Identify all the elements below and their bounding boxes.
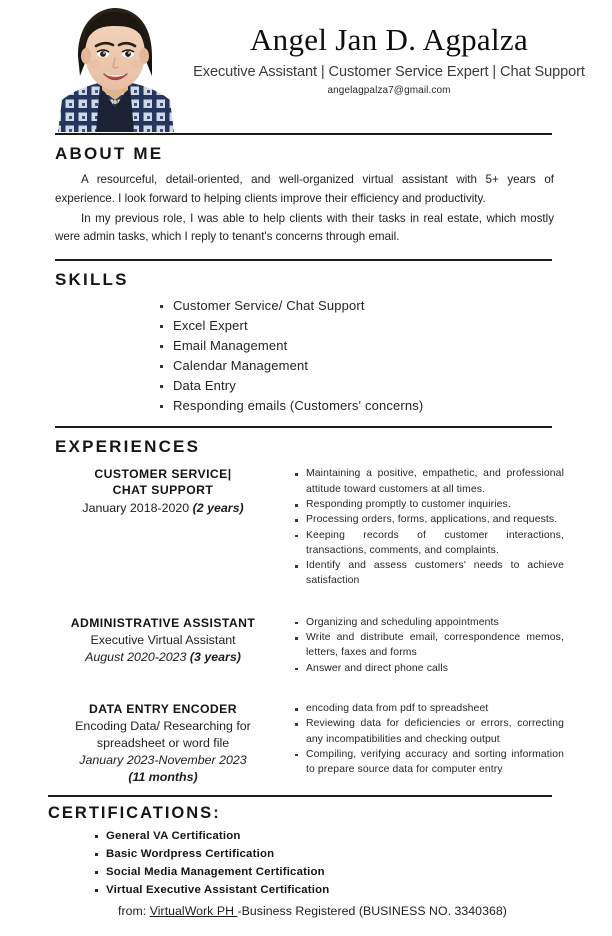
experience-date	[55, 649, 271, 666]
experience-entry	[0, 466, 612, 588]
duty-list	[295, 701, 564, 777]
certifications-section-title: CERTIFICATIONS:	[48, 804, 221, 823]
list-item: Compiling, verifying accuracy and sorting information to prepare source data for computer entry	[295, 747, 564, 778]
issuer-suffix: -Business Registered (BUSINESS NO. 3340368)	[237, 903, 507, 918]
experience-date-range: January 2018-2020	[82, 500, 193, 515]
experience-subtitle: Encoding Data/ Researching for spreadsheet or word file	[75, 719, 251, 750]
skills-section	[0, 261, 612, 415]
experience-list	[0, 457, 612, 785]
list-item: Calendar Management	[160, 356, 612, 376]
issuer-prefix: from:	[118, 903, 150, 918]
experience-meta	[55, 615, 283, 666]
portrait-photo-icon	[48, 4, 182, 132]
experience-entry	[0, 701, 612, 786]
resume-header	[0, 0, 612, 133]
experience-entry	[0, 615, 612, 676]
header-text-block	[182, 22, 596, 96]
avatar	[48, 4, 182, 132]
experience-subtitle: Executive Virtual Assistant	[90, 632, 236, 647]
list-item: encoding data from pdf to spreadsheet	[295, 701, 564, 716]
list-item: Reviewing data for deficiencies or errors, correcting any incompatibilities and checking output	[295, 716, 564, 747]
experiences-section	[0, 428, 612, 785]
experience-meta	[55, 466, 283, 516]
list-item: Email Management	[160, 336, 612, 356]
certifications-section	[0, 797, 612, 917]
experience-role: DATA ENTRY ENCODER	[88, 701, 238, 716]
list-item: Data Entry	[160, 376, 612, 396]
experience-date	[55, 500, 271, 517]
list-item: Keeping records of customer interactions, transactions, comments, and complaints.	[295, 528, 564, 559]
page-title: Angel Jan D. Agpalza	[249, 22, 529, 57]
about-section	[0, 135, 612, 247]
list-item: Responding emails (Customers' concerns)	[160, 396, 612, 416]
experiences-section-title: EXPERIENCES	[55, 437, 201, 457]
duty-list	[295, 615, 564, 676]
issuer-link[interactable]: VirtualWork PH	[149, 903, 238, 918]
experience-date-range: January 2023-November 2023	[79, 753, 247, 768]
about-paragraph: A resourceful, detail-oriented, and well-organized virtual assistant with 5+ years of experience. I look forward to helping clients improve their efficiency and productivity.	[55, 173, 554, 205]
list-item: Maintaining a positive, empathetic, and professional attitude toward customers at all times.	[295, 466, 564, 497]
experience-role: CUSTOMER SERVICE|	[94, 467, 232, 482]
list-item: Write and distribute email, correspondence memos, letters, faxes and forms	[295, 630, 564, 661]
list-item: Processing orders, forms, applications, and requests.	[295, 512, 564, 527]
certification-issuer-note	[0, 900, 612, 918]
experience-date	[55, 752, 271, 785]
email-address: angelagpalza7@gmail.com	[327, 84, 451, 96]
about-section-title: ABOUT ME	[55, 144, 164, 163]
list-item: Excel Expert	[160, 316, 612, 336]
list-item: Identify and assess customers' needs to achieve satisfaction	[295, 558, 564, 589]
experience-duties	[283, 701, 564, 777]
experience-duration: (11 months)	[128, 769, 198, 784]
list-item: Virtual Executive Assistant Certification	[95, 882, 612, 900]
experience-duties	[283, 615, 564, 676]
list-item: Organizing and scheduling appointments	[295, 615, 564, 630]
experience-date-range: August 2020-2023	[85, 650, 190, 665]
certifications-list	[0, 823, 612, 899]
experience-role-line2: CHAT SUPPORT	[112, 483, 214, 498]
skills-section-title: SKILLS	[55, 270, 129, 290]
experience-meta	[55, 701, 283, 786]
about-paragraph: In my previous role, I was able to help clients with their tasks in real estate, which mostly were admin tasks, which I reply to tenant's concerns through email.	[55, 211, 554, 244]
experience-duration: (2 years)	[192, 500, 244, 515]
list-item: Responding promptly to customer inquiries.	[295, 497, 564, 512]
duty-list	[295, 466, 564, 588]
skills-list	[0, 290, 612, 415]
about-body	[0, 164, 612, 247]
professional-headline: Executive Assistant | Customer Service Expert | Chat Support	[193, 63, 585, 80]
list-item: Answer and direct phone calls	[295, 661, 564, 676]
experience-duration: (3 years)	[189, 650, 241, 665]
experience-duties	[283, 466, 564, 588]
experience-role: ADMINISTRATIVE ASSISTANT	[70, 615, 256, 630]
list-item: Social Media Management Certification	[95, 864, 612, 882]
list-item: Customer Service/ Chat Support	[160, 296, 612, 316]
list-item: Basic Wordpress Certification	[95, 846, 612, 864]
list-item: General VA Certification	[95, 828, 612, 846]
